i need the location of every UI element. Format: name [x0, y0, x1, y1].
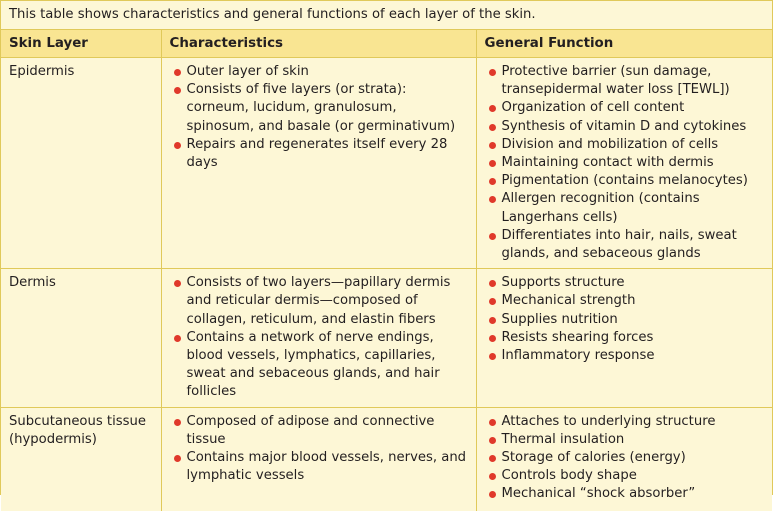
- list-item: Consists of two layers—papillary dermis and reticular dermis—composed of collagen, reticulum, and elastin fibers: [172, 274, 468, 329]
- characteristics-cell: [161, 407, 476, 511]
- characteristics-list: [172, 274, 468, 401]
- list-item: Controls body shape: [487, 467, 765, 485]
- table-row-subcutaneous: [1, 407, 772, 511]
- list-item: Differentiates into hair, nails, sweat glands, and sebaceous glands: [487, 227, 765, 263]
- list-item: Resists shearing forces: [487, 329, 765, 347]
- list-item: Repairs and regenerates itself every 28 days: [172, 136, 468, 172]
- bullet-icon: [489, 196, 496, 203]
- functions-list: [487, 63, 765, 263]
- bullet-icon: [489, 437, 496, 444]
- list-item: Outer layer of skin: [172, 63, 468, 81]
- list-item: Synthesis of vitamin D and cytokines: [487, 118, 765, 136]
- layer-name: Epidermis: [1, 58, 161, 269]
- list-item: Organization of cell content: [487, 99, 765, 117]
- list-item: Storage of calories (energy): [487, 449, 765, 467]
- bullet-icon: [489, 335, 496, 342]
- bullet-icon: [174, 419, 181, 426]
- list-item: Division and mobilization of cells: [487, 136, 765, 154]
- list-item: Attaches to underlying structure: [487, 413, 765, 431]
- bullet-icon: [174, 87, 181, 94]
- list-item: Supplies nutrition: [487, 311, 765, 329]
- list-item: Contains major blood vessels, nerves, and lymphatic vessels: [172, 449, 468, 485]
- table-row-epidermis: [1, 58, 772, 269]
- list-item: Protective barrier (sun damage, transepidermal water loss [TEWL]): [487, 63, 765, 99]
- functions-cell: [476, 58, 772, 269]
- bullet-icon: [489, 233, 496, 240]
- characteristics-cell: [161, 269, 476, 407]
- bullet-icon: [489, 353, 496, 360]
- list-item: Consists of five layers (or strata): corneum, lucidum, granulosum, spinosum, and basale (or germinativum): [172, 81, 468, 136]
- list-item: Thermal insulation: [487, 431, 765, 449]
- functions-cell: [476, 407, 772, 511]
- bullet-icon: [489, 419, 496, 426]
- table-row-dermis: [1, 269, 772, 407]
- bullet-icon: [489, 105, 496, 112]
- functions-cell: [476, 269, 772, 407]
- skin-layers-table: [1, 30, 772, 511]
- bullet-icon: [489, 317, 496, 324]
- list-item: Supports structure: [487, 274, 765, 292]
- bullet-icon: [489, 455, 496, 462]
- table-caption: This table shows characteristics and general functions of each layer of the skin.: [1, 1, 772, 30]
- characteristics-list: [172, 63, 468, 172]
- header-skin-layer: Skin Layer: [1, 30, 161, 58]
- list-item: Mechanical “shock absorber”: [487, 485, 765, 503]
- bullet-icon: [489, 124, 496, 131]
- bullet-icon: [489, 473, 496, 480]
- layer-name: Subcutaneous tissue (hypodermis): [1, 407, 161, 511]
- characteristics-list: [172, 413, 468, 486]
- functions-list: [487, 274, 765, 365]
- bullet-icon: [174, 335, 181, 342]
- bullet-icon: [489, 142, 496, 149]
- list-item: Inflammatory response: [487, 347, 765, 365]
- list-item: Composed of adipose and connective tissue: [172, 413, 468, 449]
- bullet-icon: [489, 160, 496, 167]
- bullet-icon: [489, 280, 496, 287]
- list-item: Maintaining contact with dermis: [487, 154, 765, 172]
- bullet-icon: [489, 178, 496, 185]
- header-general-function: General Function: [476, 30, 772, 58]
- header-row: [1, 30, 772, 58]
- bullet-icon: [174, 142, 181, 149]
- list-item: Allergen recognition (contains Langerhans cells): [487, 190, 765, 226]
- list-item: Pigmentation (contains melanocytes): [487, 172, 765, 190]
- bullet-icon: [489, 69, 496, 76]
- functions-list: [487, 413, 765, 504]
- list-item: Contains a network of nerve endings, blood vessels, lymphatics, capillaries, sweat and sebaceous glands, and hair follicles: [172, 329, 468, 402]
- bullet-icon: [174, 280, 181, 287]
- list-item: Mechanical strength: [487, 292, 765, 310]
- bullet-icon: [174, 455, 181, 462]
- header-characteristics: Characteristics: [161, 30, 476, 58]
- bullet-icon: [174, 69, 181, 76]
- layer-name: Dermis: [1, 269, 161, 407]
- characteristics-cell: [161, 58, 476, 269]
- bullet-icon: [489, 298, 496, 305]
